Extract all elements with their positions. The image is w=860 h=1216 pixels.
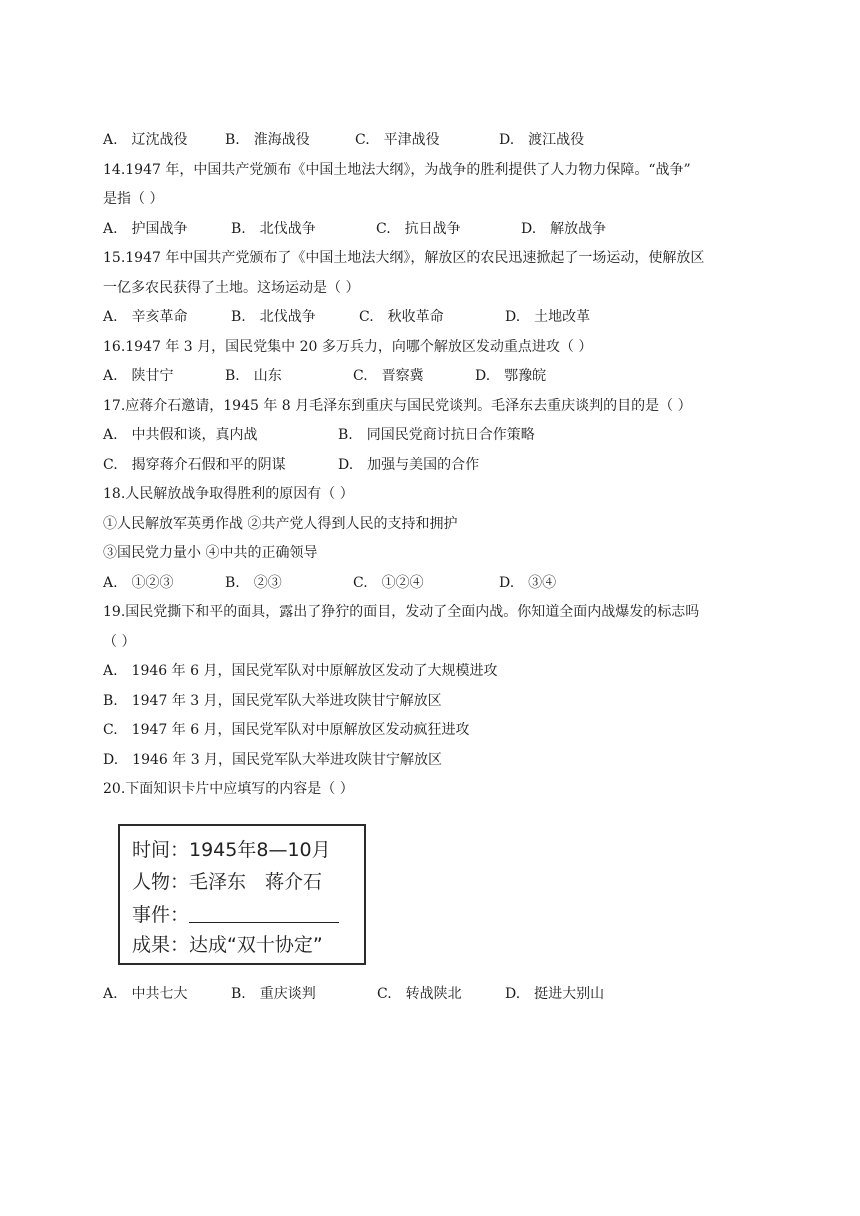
card-event	[132, 902, 339, 927]
q14-stem-cont: 是指（ ）	[103, 191, 164, 207]
card-people: 人物：毛泽东 蒋介石	[132, 871, 323, 893]
q15-option-a: A. 辛亥革命	[103, 309, 188, 325]
q14-stem: 14.1947 年，中国共产党颁布《中国土地法大纲》，为战争的胜利提供了人力物力保障。“战争”	[103, 162, 691, 178]
q18-statement-2: ③国民党力量小 ④中共的正确领导	[103, 545, 318, 561]
q14-option-d: D. 解放战争	[521, 221, 607, 237]
q20-options	[103, 984, 604, 1004]
q14-option-c: C. 抗日战争	[376, 221, 461, 237]
q13-option-d: D. 渡江战役	[499, 132, 585, 148]
q15-stem: 15.1947 年中国共产党颁布了《中国土地法大纲》，解放区的农民迅速掀起了一场运动，使解放区	[103, 250, 705, 266]
q20-option-d: D. 挺进大别山	[505, 986, 605, 1002]
q15-stem-cont: 一亿多农民获得了土地。这场运动是（ ）	[103, 280, 360, 296]
q16-stem: 16.1947 年 3 月，国民党集中 20 多万兵力，向哪个解放区发动重点进攻（ ）	[103, 339, 593, 355]
q20-option-a: A. 中共七大	[103, 986, 188, 1002]
q19-option-d: D. 1946 年 3 月，国民党军队大举进攻陕甘宁解放区	[103, 752, 443, 768]
q19-option-b: B. 1947 年 3 月，国民党军队大举进攻陕甘宁解放区	[103, 693, 442, 709]
q15-options	[103, 307, 590, 327]
q18-statement-1: ①人民解放军英勇作战 ②共产党人得到人民的支持和拥护	[103, 516, 458, 532]
q13-option-c: C. 平津战役	[355, 132, 440, 148]
q18-stem: 18.人民解放战争取得胜利的原因有（ ）	[103, 486, 354, 502]
q19-stem: 19.国民党撕下和平的面具，露出了狰狞的面目，发动了全面内战。你知道全面内战爆发的标志吗	[103, 604, 700, 620]
q13-option-b: B. 淮海战役	[225, 132, 310, 148]
q17-option-a: A. 中共假和谈，真内战	[103, 427, 258, 443]
knowledge-card	[118, 824, 366, 965]
q13-options	[103, 130, 584, 150]
q16-option-a: A. 陕甘宁	[103, 368, 174, 384]
q19-stem-cont: （ ）	[103, 634, 136, 650]
card-result: 成果：达成“双十协定”	[132, 934, 323, 956]
q20-option-c: C. 转战陕北	[377, 986, 462, 1002]
q17-option-b: B. 同国民党商讨抗日合作策略	[338, 427, 535, 443]
q14-option-b: B. 北伐战争	[231, 221, 316, 237]
q18-option-d: D. ③④	[499, 575, 557, 591]
q15-option-d: D. 土地改革	[505, 309, 591, 325]
q18-options	[103, 573, 556, 593]
q17-option-c: C. 揭穿蒋介石假和平的阴谋	[103, 457, 286, 473]
card-event-blank	[189, 902, 339, 923]
q17-options-row1	[103, 425, 535, 445]
card-time: 时间：1945年8—10月	[132, 839, 331, 861]
q16-options	[103, 366, 546, 386]
q14-options	[103, 219, 606, 239]
q13-option-a: A. 辽沈战役	[103, 132, 188, 148]
q18-option-b: B. ②③	[225, 575, 282, 591]
q19-option-c: C. 1947 年 6 月，国民党军队对中原解放区发动疯狂进攻	[103, 722, 470, 738]
q17-options-row2	[103, 455, 479, 475]
q19-option-a: A. 1946 年 6 月，国民党军队对中原解放区发动了大规模进攻	[103, 663, 498, 679]
q20-option-b: B. 重庆谈判	[231, 986, 316, 1002]
q18-option-a: A. ①②③	[103, 575, 174, 591]
q16-option-b: B. 山东	[225, 368, 282, 384]
q18-option-c: C. ①②④	[353, 575, 424, 591]
q17-stem: 17.应蒋介石邀请，1945 年 8 月毛泽东到重庆与国民党谈判。毛泽东去重庆谈判的目的是（ ）	[103, 398, 692, 414]
q15-option-c: C. 秋收革命	[359, 309, 444, 325]
q20-stem: 20.下面知识卡片中应填写的内容是（ ）	[103, 781, 354, 797]
q14-option-a: A. 护国战争	[103, 221, 188, 237]
card-event-label: 事件：	[132, 904, 190, 926]
q16-option-d: D. 鄂豫皖	[475, 368, 547, 384]
q15-option-b: B. 北伐战争	[231, 309, 316, 325]
q17-option-d: D. 加强与美国的合作	[338, 457, 480, 473]
q16-option-c: C. 晋察冀	[353, 368, 424, 384]
